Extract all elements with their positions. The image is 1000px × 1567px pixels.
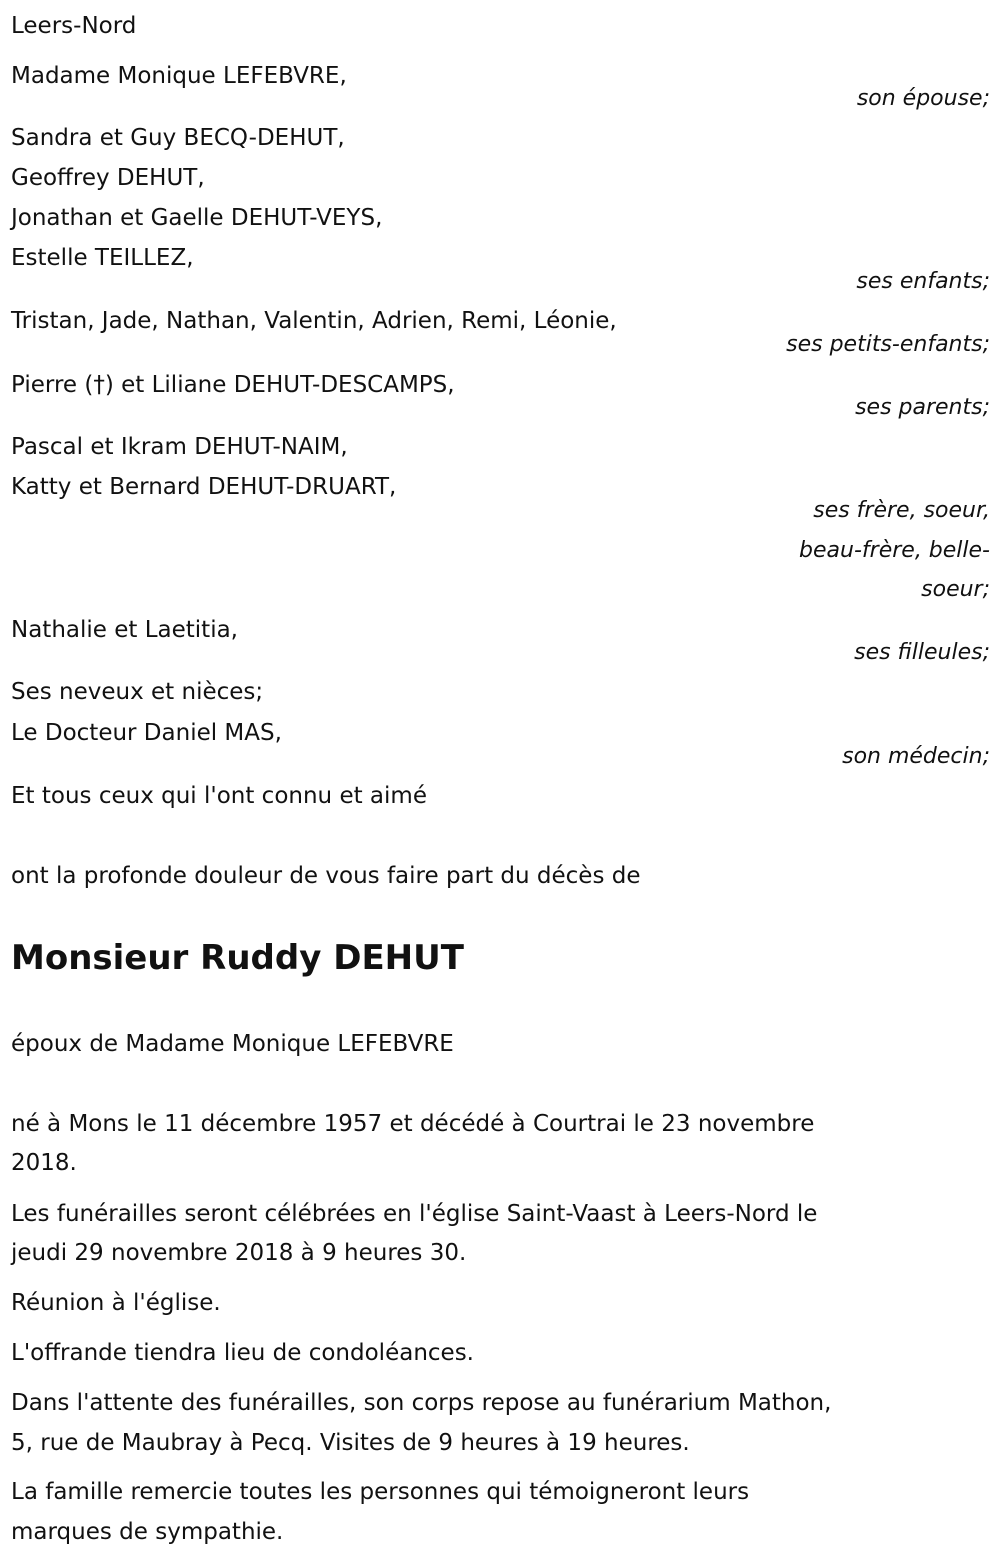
family-name: Le Docteur Daniel MAS, bbox=[11, 720, 282, 746]
paragraph-birth-death: 2018. bbox=[11, 1150, 77, 1176]
paragraph-meeting: Réunion à l'église. bbox=[11, 1290, 221, 1316]
family-relation: ses filleules; bbox=[854, 640, 990, 665]
family-name: Jonathan et Gaelle DEHUT-VEYS, bbox=[11, 205, 383, 231]
announcement: ont la profonde douleur de vous faire part du décès de bbox=[11, 863, 641, 889]
family-relation: son médecin; bbox=[842, 744, 990, 769]
family-name: Ses neveux et nièces; bbox=[11, 679, 264, 705]
family-name: Geoffrey DEHUT, bbox=[11, 165, 205, 191]
family-name: Tristan, Jade, Nathan, Valentin, Adrien, Remi, Léonie, bbox=[11, 308, 617, 334]
paragraph-funerarium: 5, rue de Maubray à Pecq. Visites de 9 heures à 19 heures. bbox=[11, 1430, 690, 1456]
family-relation: son épouse; bbox=[856, 86, 990, 111]
paragraph-birth-death: né à Mons le 11 décembre 1957 et décédé à Courtrai le 23 novembre bbox=[11, 1111, 815, 1137]
family-name: Pascal et Ikram DEHUT-NAIM, bbox=[11, 434, 348, 460]
family-name: Nathalie et Laetitia, bbox=[11, 617, 238, 643]
paragraph-offering: L'offrande tiendra lieu de condoléances. bbox=[11, 1340, 474, 1366]
spouse-line: époux de Madame Monique LEFEBVRE bbox=[11, 1031, 454, 1057]
deceased-name: Monsieur Ruddy DEHUT bbox=[11, 938, 464, 978]
family-name: Estelle TEILLEZ, bbox=[11, 245, 194, 271]
paragraph-thanks: La famille remercie toutes les personnes qui témoigneront leurs bbox=[11, 1479, 750, 1505]
family-name: Et tous ceux qui l'ont connu et aimé bbox=[11, 783, 427, 809]
paragraph-funeral: jeudi 29 novembre 2018 à 9 heures 30. bbox=[11, 1240, 467, 1266]
family-name: Katty et Bernard DEHUT-DRUART, bbox=[11, 474, 397, 500]
family-relation: ses frère, soeur, bbox=[813, 498, 990, 523]
family-relation: ses enfants; bbox=[856, 269, 990, 294]
paragraph-thanks: marques de sympathie. bbox=[11, 1519, 284, 1545]
paragraph-funeral: Les funérailles seront célébrées en l'église Saint-Vaast à Leers-Nord le bbox=[11, 1201, 818, 1227]
location: Leers-Nord bbox=[11, 13, 137, 39]
family-relation: soeur; bbox=[921, 577, 990, 602]
family-name: Pierre (†) et Liliane DEHUT-DESCAMPS, bbox=[11, 372, 455, 398]
family-relation: ses petits-enfants; bbox=[786, 332, 990, 357]
family-name: Sandra et Guy BECQ-DEHUT, bbox=[11, 125, 345, 151]
paragraph-funerarium: Dans l'attente des funérailles, son corps repose au funérarium Mathon, bbox=[11, 1390, 832, 1416]
family-relation: beau-frère, belle- bbox=[799, 538, 990, 563]
family-relation: ses parents; bbox=[855, 395, 990, 420]
family-name: Madame Monique LEFEBVRE, bbox=[11, 63, 347, 89]
